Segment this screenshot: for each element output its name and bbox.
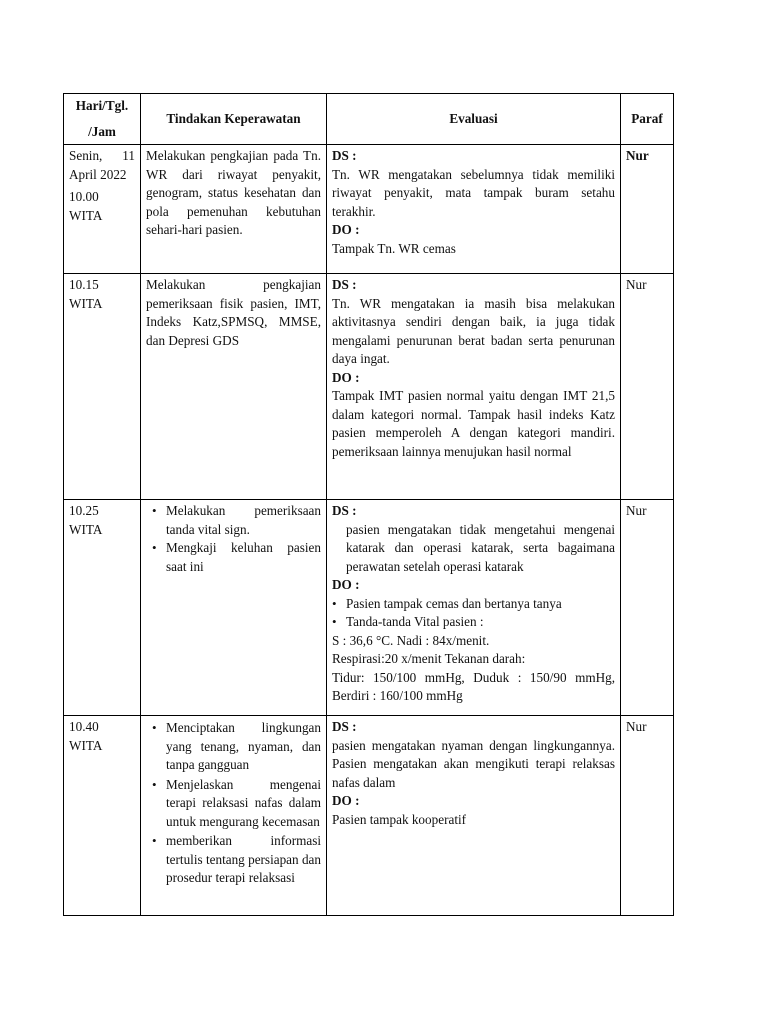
header-row <box>64 94 674 145</box>
header-date-label: Hari/Tgl. <box>75 97 129 113</box>
list-item: • Tanda-tanda Vital pasien : <box>346 613 615 632</box>
header-action: Tindakan Keperawatan <box>141 94 327 145</box>
list-item: • Menciptakan lingkungan yang tenang, nyaman, dan tanpa gangguan <box>166 719 321 775</box>
ds-text: Tn. WR mengatakan ia masih bisa melakukan aktivitasnya sendiri dengan baik, ia juga tidak mengalami penurunan berat badan serta penurunan daya ingat. <box>332 295 615 366</box>
list-item: • Mengkaji keluhan pasien saat ini <box>166 539 321 576</box>
list-item: • memberikan informasi tertulis tentang persiapan dan prosedur terapi relaksasi <box>166 832 321 888</box>
header-evaluation: Evaluasi <box>327 94 621 145</box>
header-time-label: /Jam <box>88 124 116 139</box>
list-item: • Melakukan pemeriksaan tanda vital sign. <box>166 502 321 539</box>
paraf-cell: Nur <box>621 145 674 274</box>
header-paraf: Paraf <box>621 94 674 145</box>
table-row <box>64 145 674 274</box>
nursing-evaluation-table <box>63 93 674 916</box>
list-item: • Pasien tampak cemas dan bertanya tanya <box>346 595 615 614</box>
ds-label: DS : <box>332 719 357 734</box>
paraf-cell: Nur <box>621 274 674 500</box>
do-label: DO : <box>332 222 360 237</box>
ds-label: DS : <box>332 148 357 163</box>
table-row <box>64 274 674 500</box>
time-cell: 10.40 WITA <box>64 716 141 916</box>
do-text: Tampak Tn. WR cemas <box>332 240 456 256</box>
list-item: • Menjelaskan mengenai terapi relaksasi nafas dalam untuk mengurang kecemasan <box>166 776 321 832</box>
paraf-cell: Nur <box>621 500 674 716</box>
time-cell: 10.15 WITA <box>64 274 141 500</box>
date-time-cell <box>64 145 141 274</box>
action-cell: Melakukan pengkajian pada Tn. WR dari riwayat penyakit, genogram, status kesehatan dan pola pemenuhan kebutuhan sehari-hari pasien. <box>141 145 327 274</box>
ds-label: DS : <box>332 503 357 518</box>
header-date-time <box>64 94 141 145</box>
do-text: Tampak IMT pasien normal yaitu dengan IMT 21,5 dalam kategori normal. Tampak hasil indeks Katz pasien memperoleh A dengan kategori mandiri. pemeriksaan lainnya menujukan hasil normal <box>332 388 615 459</box>
do-label: DO : <box>332 577 360 592</box>
do-label: DO : <box>332 369 360 385</box>
evaluation-cell <box>327 716 621 916</box>
paraf-cell: Nur <box>621 716 674 916</box>
ds-text: pasien mengatakan tidak mengetahui mengenai katarak dan operasi katarak, serta bagaimana perawatan setelah operasi katarak <box>346 521 615 574</box>
time-cell: 10.25 WITA <box>64 500 141 716</box>
action-cell: Melakukan pengkajian pemeriksaan fisik pasien, IMT, Indeks Katz,SPMSQ, MMSE, dan Depresi GDS <box>141 274 327 500</box>
action-cell <box>141 716 327 916</box>
do-list <box>332 595 615 632</box>
ds-text: pasien mengatakan nyaman dengan lingkungannya. Pasien mengatakan akan mengikuti terapi relaksas nafas dalam <box>332 737 615 790</box>
table-row <box>64 500 674 716</box>
vitals-line: S : 36,6 °C. Nadi : 84x/menit. <box>332 632 490 648</box>
evaluation-cell <box>327 274 621 500</box>
ds-text: Tn. WR mengatakan sebelumnya tidak memiliki riwayat penyakit, mata tampak buram setahu terakhir. <box>332 166 615 219</box>
ds-label: DS : <box>332 277 357 292</box>
evaluation-cell <box>327 145 621 274</box>
evaluation-cell <box>327 500 621 716</box>
vitals-line: Tidur: 150/100 mmHg, Duduk : 150/90 mmHg, Berdiri : 160/100 mmHg <box>332 669 615 703</box>
action-cell <box>141 500 327 716</box>
do-label: DO : <box>332 793 360 808</box>
do-text: Pasien tampak kooperatif <box>332 811 467 827</box>
action-list <box>146 502 321 576</box>
date-text: Senin, 11 April 2022 <box>69 148 135 182</box>
action-list <box>146 719 321 888</box>
vitals-line: Respirasi:20 x/menit Tekanan darah: <box>332 651 526 666</box>
table-row <box>64 716 674 916</box>
time-text: 10.00 WITA <box>69 189 103 223</box>
